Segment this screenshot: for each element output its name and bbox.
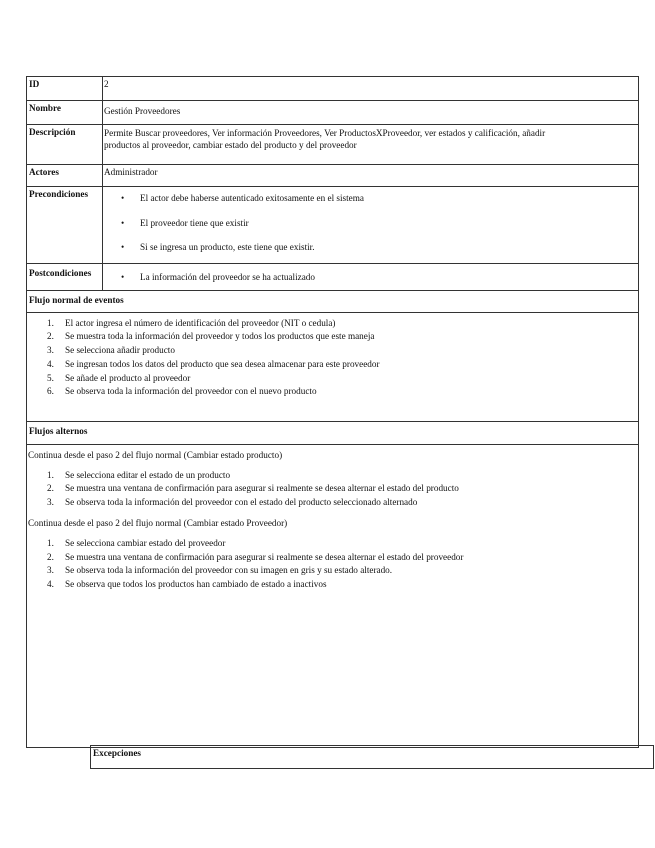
postconditions-list [104, 266, 637, 290]
alternate-flows-body [27, 444, 639, 747]
list-item: • El proveedor tiene que existir [140, 214, 637, 239]
description-line-2: productos al proveedor, cambiar estado del producto y del proveedor [104, 139, 357, 150]
alternate-flows-header: Flujos alternos [27, 421, 639, 444]
alternate-flow-2-context: Continua desde el paso 2 del flujo normal (Cambiar estado Proveedor) [28, 517, 288, 528]
list-item: Se observa toda la información del proveedor con su imagen en gris y su estado alterado. [65, 565, 393, 576]
list-item: Se observa toda la información del proveedor con el estado del producto seleccionado alternado [65, 497, 418, 508]
list-item: Se observa que todos los productos han cambiado de estado a inactivos [65, 579, 327, 590]
row-preconditions [27, 187, 639, 264]
list-item: Se selecciona editar el estado de un producto [65, 469, 231, 480]
postconditions-label: Postcondiciones [27, 263, 103, 290]
row-actors [27, 165, 639, 187]
description-value [103, 125, 639, 165]
alternate-flow-1-context: Continua desde el paso 2 del flujo normal (Cambiar estado producto) [28, 449, 283, 460]
preconditions-value [103, 187, 639, 264]
name-label: Nombre [27, 101, 103, 125]
normal-flow-header: Flujo normal de eventos [27, 290, 639, 312]
list-item: El actor ingresa el número de identificación del proveedor (NIT o cedula) [65, 317, 336, 328]
row-postconditions [27, 263, 639, 290]
list-item: Se añade el producto al proveedor [65, 372, 191, 383]
row-normal-flow [27, 312, 639, 421]
row-alternate-flows [27, 444, 639, 747]
actors-value: Administrador [103, 165, 639, 187]
exceptions-header: Excepciones [90, 745, 654, 769]
row-id [27, 77, 639, 101]
row-name [27, 101, 639, 125]
list-item: Se selecciona añadir producto [65, 345, 175, 356]
id-label: ID [27, 77, 103, 101]
list-item: Se selecciona cambiar estado del proveedor [65, 537, 226, 548]
description-line-1: Permite Buscar proveedores, Ver información Proveedores, Ver ProductosXProveedor, ver estados y calificación, añadir [104, 128, 546, 138]
actors-label: Actores [27, 165, 103, 187]
alternate-flow-2-steps [27, 537, 638, 592]
preconditions-label: Precondiciones [27, 187, 103, 264]
row-description [27, 125, 639, 165]
id-value: 2 [103, 77, 639, 101]
normal-flow-body [27, 312, 639, 421]
list-item: • La información del proveedor se ha actualizado [140, 266, 637, 290]
list-item: Se muestra una ventana de confirmación para asegurar si realmente se desea alternar el estado del producto [65, 483, 459, 494]
list-item: Se observa toda la información del proveedor con el nuevo producto [65, 386, 317, 397]
list-item: Se muestra una ventana de confirmación para asegurar si realmente se desea alternar el estado del proveedor [65, 551, 464, 562]
normal-flow-steps [27, 317, 638, 400]
list-item: Se muestra toda la información del proveedor y todos los productos que este maneja [65, 331, 375, 342]
row-normal-flow-header [27, 290, 639, 312]
alternate-flow-1-steps [27, 469, 638, 510]
list-item: • El actor debe haberse autenticado exitosamente en el sistema [140, 189, 637, 214]
description-label: Descripción [27, 125, 103, 165]
row-alternate-flows-header [27, 421, 639, 444]
postconditions-value [103, 263, 639, 290]
preconditions-list [104, 189, 637, 263]
list-item: Se ingresan todos los datos del producto que sea desea almacenar para este proveedor [65, 358, 380, 369]
use-case-table [26, 76, 639, 748]
list-item: • Si se ingresa un producto, este tiene que existir. [140, 238, 637, 263]
name-value: Gestión Proveedores [103, 101, 639, 125]
